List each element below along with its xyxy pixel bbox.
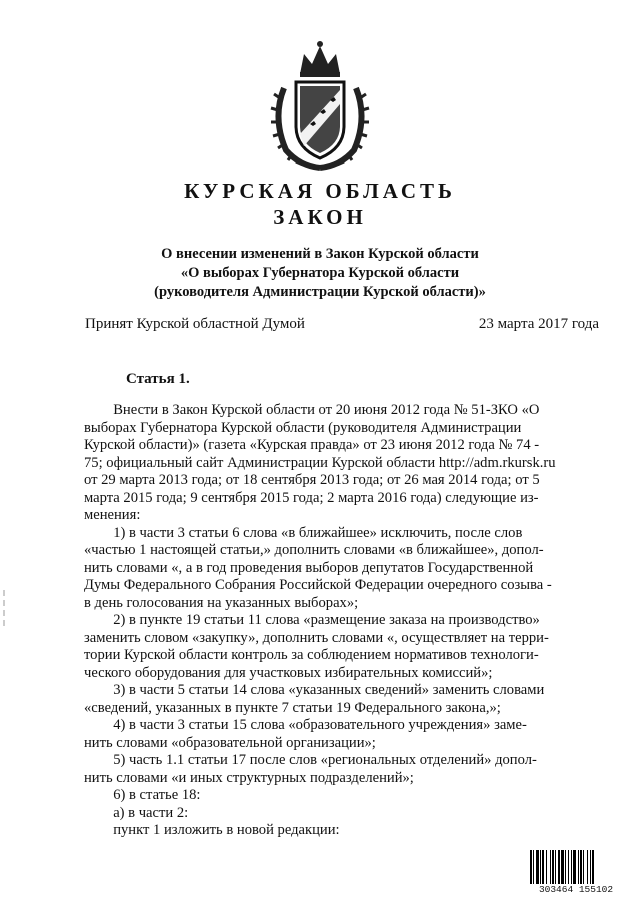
body-line: Думы Федерального Собрания Российской Федерации очередного созыва -	[84, 577, 552, 593]
body-line: пункт 1 изложить в новой редакции:	[84, 822, 340, 838]
body-line: 3) в части 5 статьи 14 слова «указанных сведений» заменить словами	[84, 682, 545, 698]
body-line: 4) в части 3 статьи 15 слова «образовательного учреждения» заме-	[84, 717, 527, 733]
body-line: нить словами «и иных структурных подразделений»;	[84, 769, 414, 786]
law-title-line: (руководителя Администрации Курской области)»	[154, 284, 486, 300]
body-line: Курской области)» (газета «Курская правда» от 23 июня 2012 года № 74 -	[84, 437, 540, 453]
body-line: тории Курской области контроль за соблюдением нормативов технологи-	[84, 647, 539, 663]
body-line: Внести в Закон Курской области от 20 июня 2012 года № 51-ЗКО «О	[84, 402, 540, 418]
article-heading: Статья 1.	[126, 371, 190, 387]
body-line: нить словами «образовательной организации»;	[84, 734, 376, 751]
document-type: ЗАКОН	[273, 205, 367, 229]
barcode-number: 303464 155102	[528, 884, 624, 895]
body-line: выборах Губернатора Курской области (руководителя Администрации	[84, 419, 522, 436]
law-title	[0, 245, 640, 302]
article-body	[84, 402, 594, 840]
body-line: а) в части 2:	[84, 804, 189, 821]
body-line: нить словами «, а в год проведения выборов депутатов Государственной	[84, 559, 534, 576]
adoption-date: 23 марта 2017 года	[478, 316, 599, 332]
body-line: заменить словом «закупку», дополнить словами «, осуществляет на терри-	[84, 629, 549, 646]
body-line: 5) часть 1.1 статьи 17 после слов «региональных отделений» допол-	[84, 752, 537, 768]
body-line: менения:	[84, 507, 141, 523]
body-line: марта 2015 года; 9 сентября 2015 года; 2 марта 2016 года) следующие из-	[84, 489, 539, 506]
scan-edge-marks	[2, 590, 6, 630]
body-line: «частью 1 настоящей статьи,» дополнить словами «в ближайшее», допол-	[84, 542, 544, 558]
body-line: ческого оборудования для участковых избирательных комиссий»;	[84, 664, 493, 681]
body-line: 1) в части 3 статьи 6 слова «в ближайшее» исключить, после слов	[84, 524, 523, 541]
barcode-icon	[528, 850, 624, 896]
body-line: 6) в статье 18:	[84, 787, 201, 803]
body-line: 2) в пункте 19 статьи 11 слова «размещение заказа на производство»	[84, 612, 540, 628]
region-name: КУРСКАЯ ОБЛАСТЬ	[184, 179, 456, 203]
body-line: 75; официальный сайт Администрации Курской области http://adm.rkursk.ru	[84, 454, 556, 471]
kursk-region-coat-of-arms-icon	[266, 38, 374, 174]
body-line: «сведений, указанных в пункте 7 статьи 19 Федерального закона,»;	[84, 699, 501, 716]
adopted-by: Принят Курской областной Думой	[85, 316, 305, 332]
body-line: от 29 марта 2013 года; от 18 сентября 2013 года; от 26 мая 2014 года; от 5	[84, 472, 540, 488]
body-line: в день голосования на указанных выборах»;	[84, 594, 359, 611]
law-title-line: «О выборах Губернатора Курской области	[180, 265, 460, 281]
law-title-line: О внесении изменений в Закон Курской области	[161, 246, 479, 262]
